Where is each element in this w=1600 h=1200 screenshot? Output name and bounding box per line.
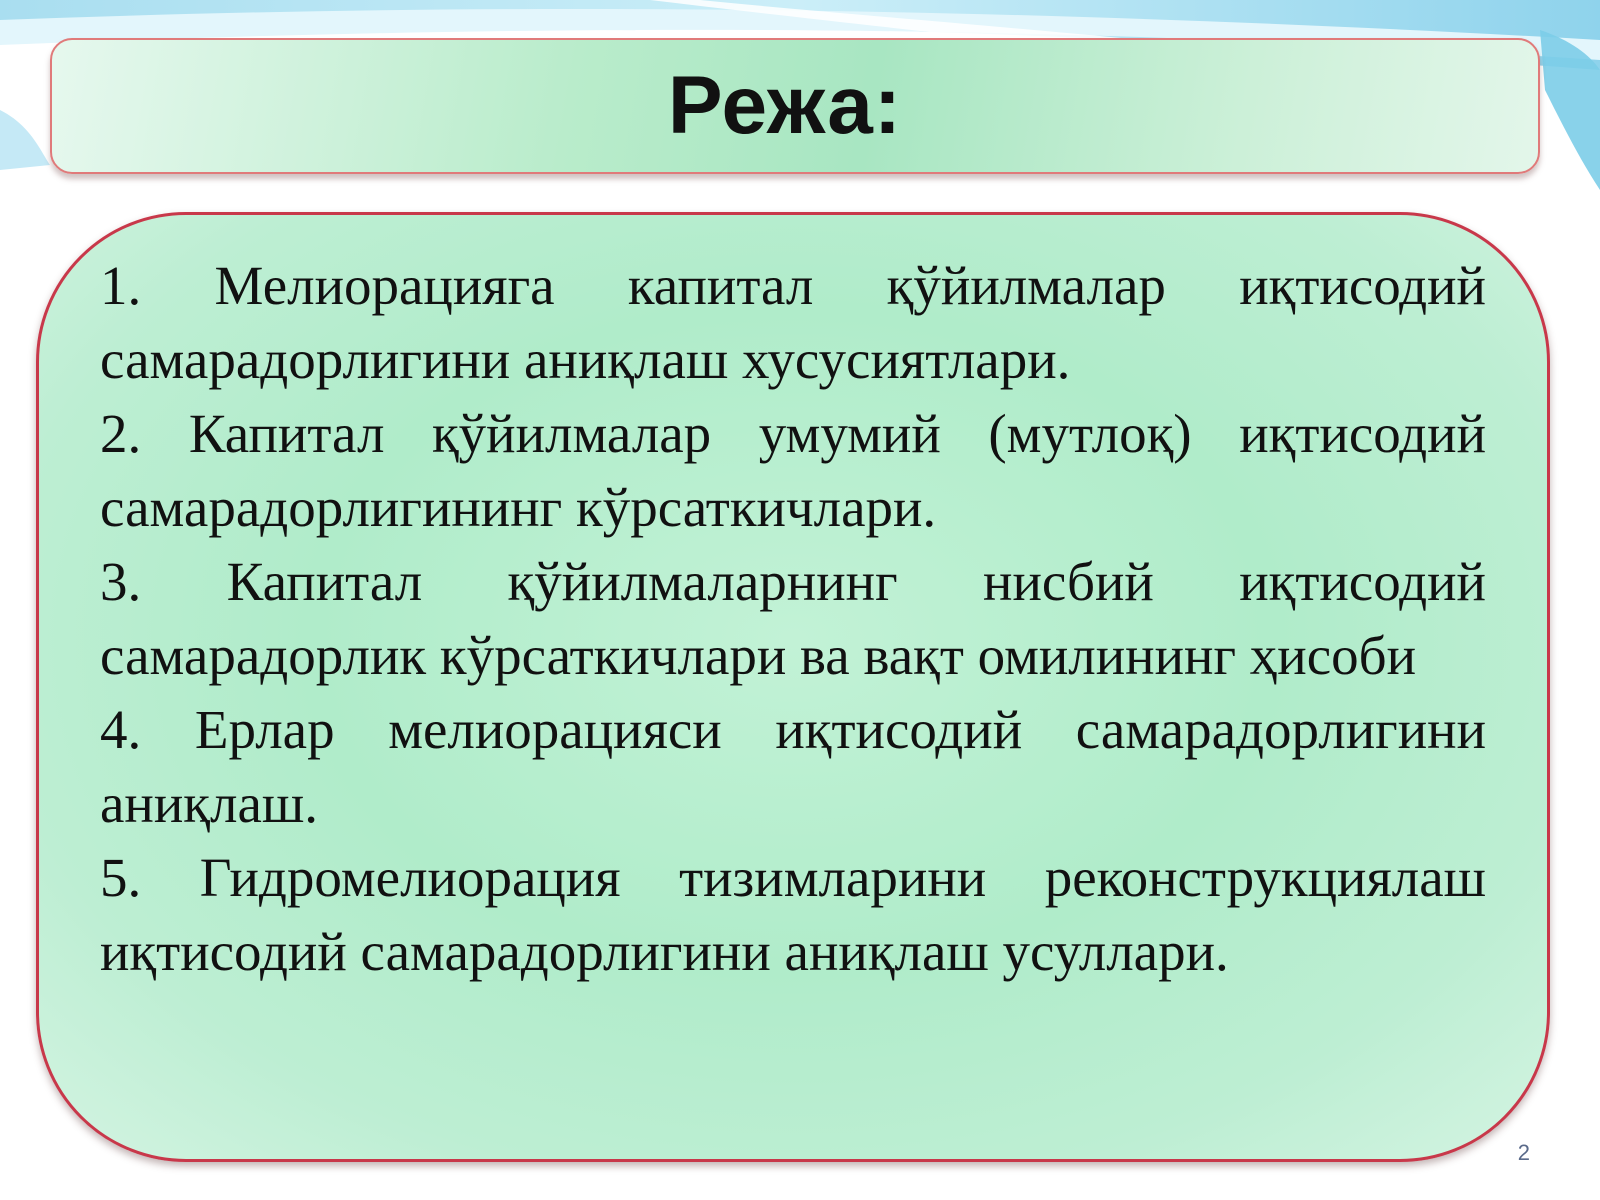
plan-item-1: 1. Мелиорацияга капитал қўйилмалар иқтисодий самарадорлигини аниқлаш хусусиятлари. xyxy=(100,255,1486,390)
plan-list xyxy=(100,249,1486,989)
plan-item-2: 2. Капитал қўйилмалар умумий (мутлоқ) иқтисодий самарадорлигининг кўрсаткичлари. xyxy=(100,403,1486,538)
plan-item-4: 4. Ерлар мелиорацияси иқтисодий самарадорлигини аниқлаш. xyxy=(100,699,1486,834)
page-number: 2 xyxy=(1517,1140,1530,1165)
plan-item-5: 5. Гидромелиорация тизимларини реконструкциялаш иқтисодий самарадорлигини аниқлаш усуллари. xyxy=(100,847,1486,982)
title-banner xyxy=(50,38,1540,174)
plan-item-3: 3. Капитал қўйилмаларнинг нисбий иқтисодий самарадорлик кўрсаткичлари ва вақт омилининг ҳисоби xyxy=(100,551,1486,686)
slide-title: Режа: xyxy=(667,60,903,151)
